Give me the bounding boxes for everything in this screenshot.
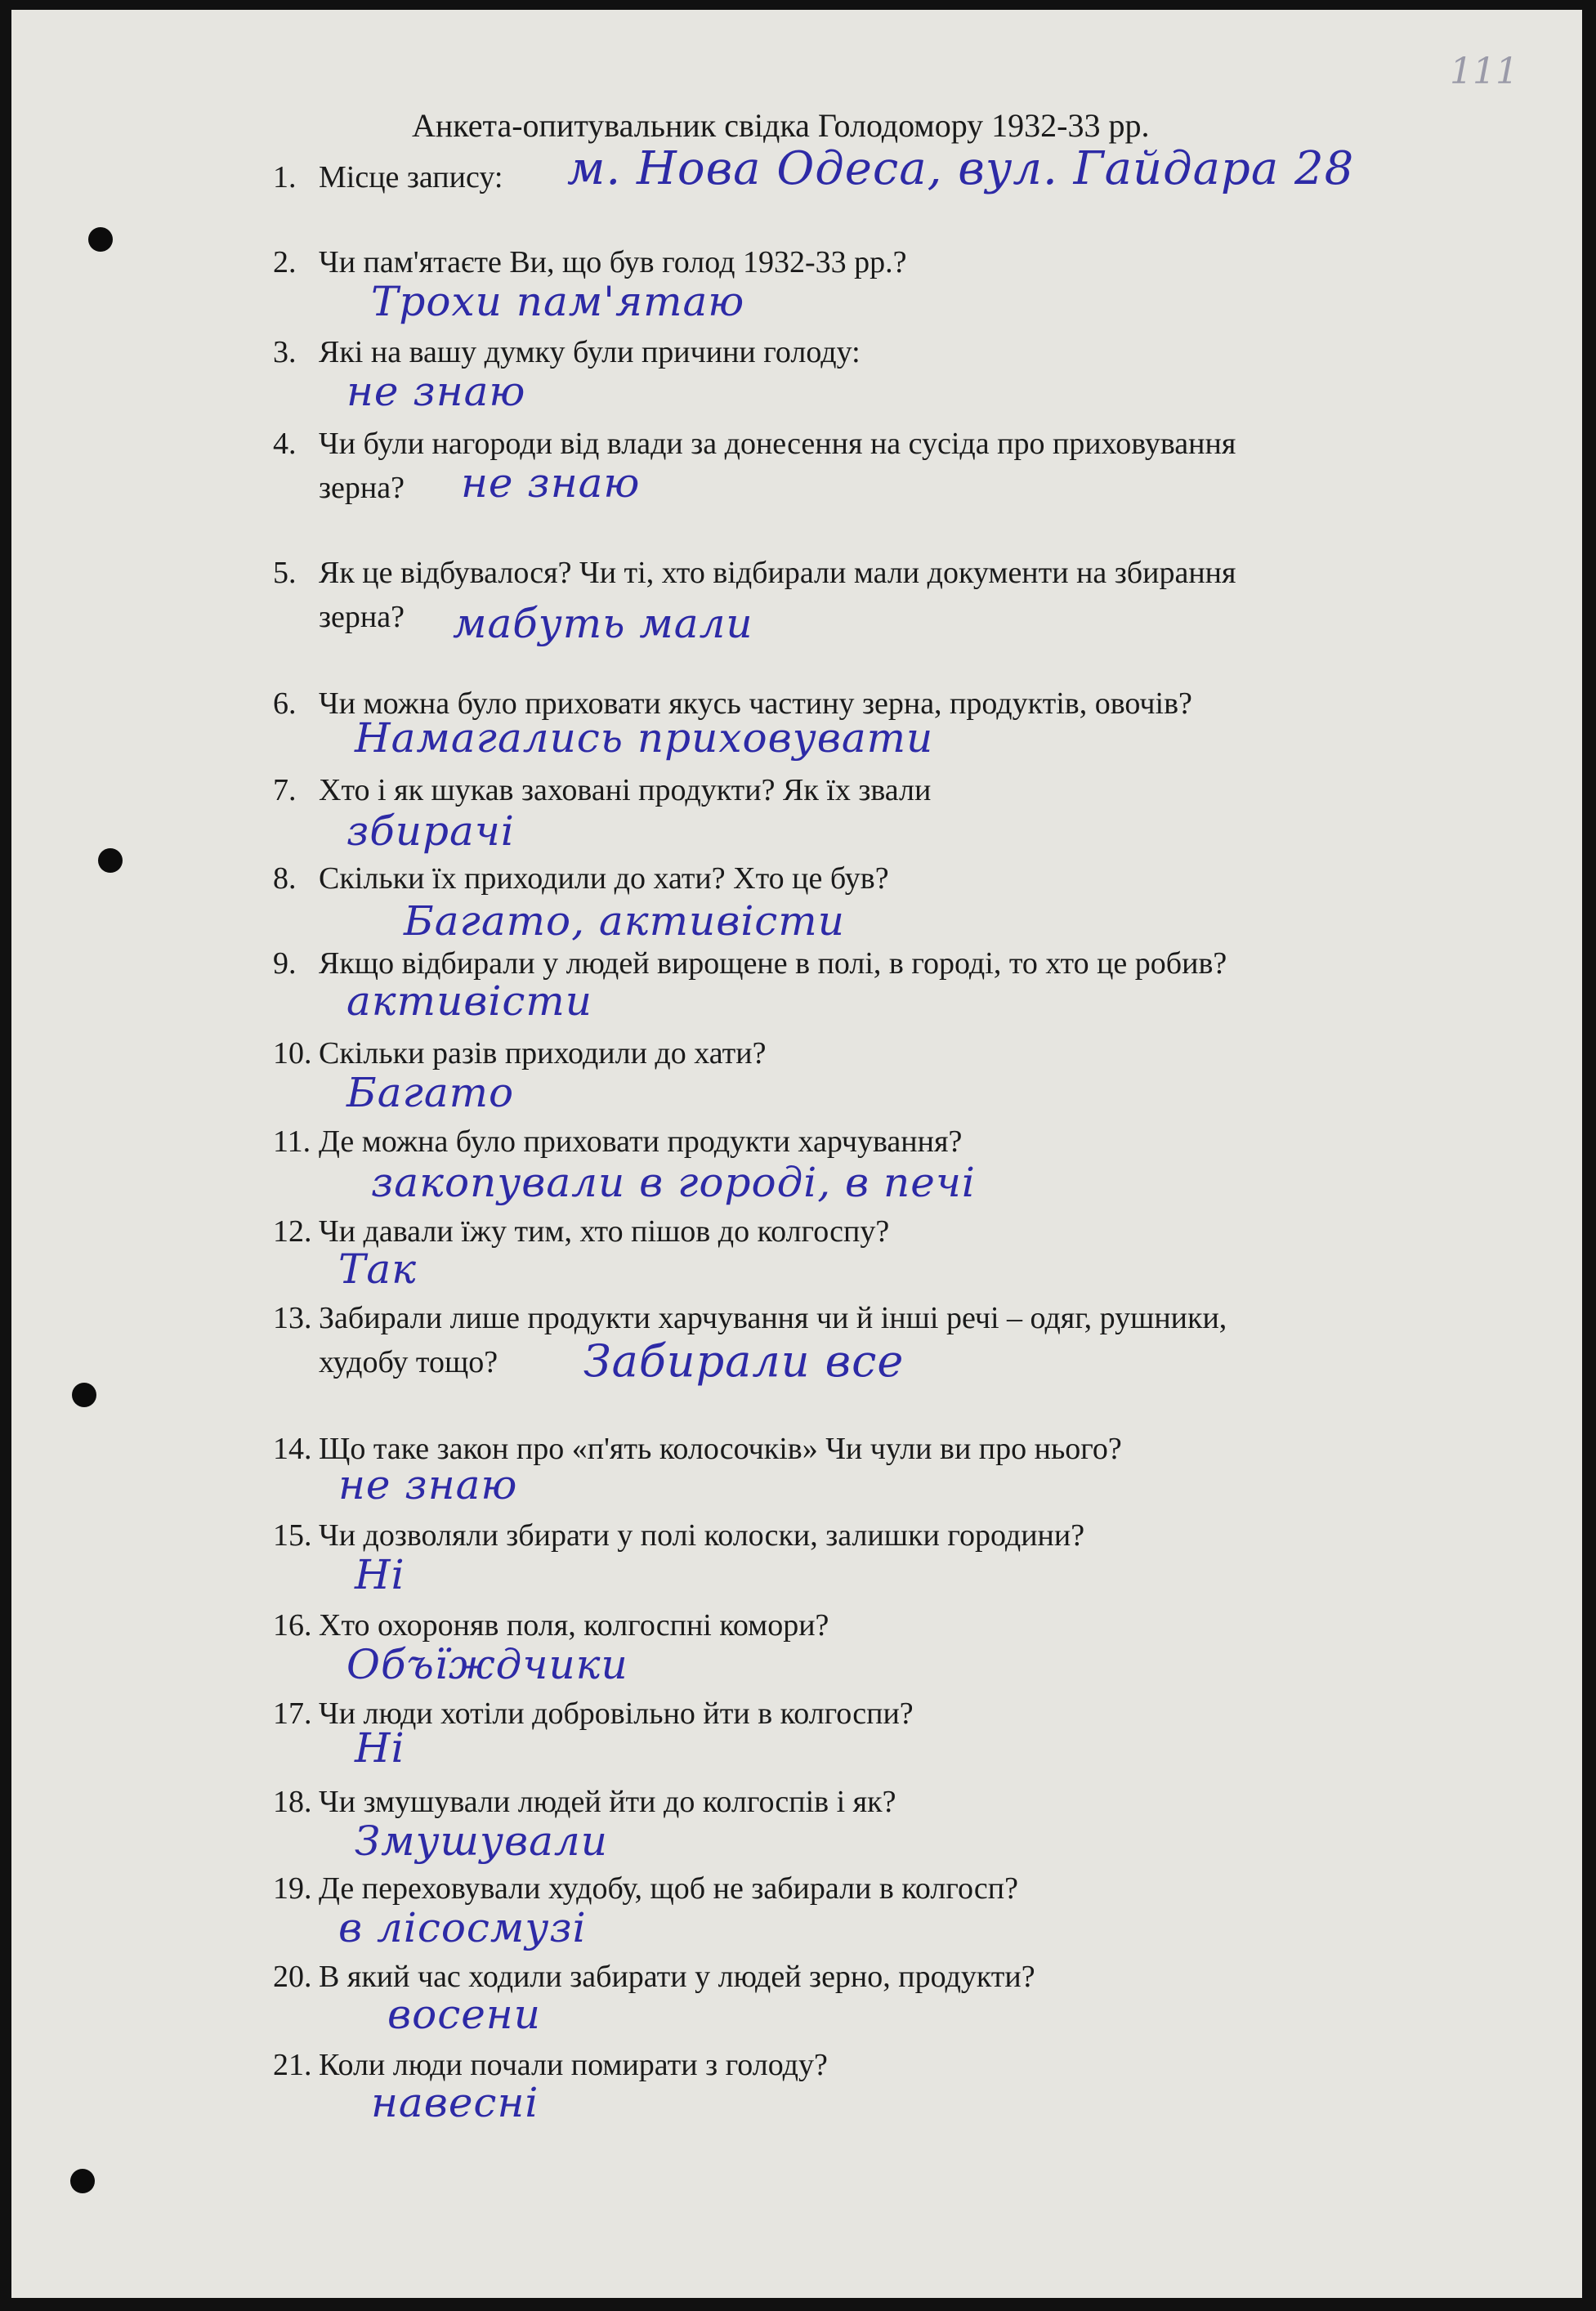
answer-13: Забирали все bbox=[583, 1335, 905, 1387]
question-3: 3. Які на вашу думку були причини голоду: bbox=[273, 335, 861, 369]
question-12: 12. Чи давали їжу тим, хто пішов до колгоспу? bbox=[273, 1214, 890, 1249]
answer-9: активісти bbox=[346, 977, 592, 1025]
answer-1: м. Нова Одеса, вул. Гайдара 28 bbox=[567, 142, 1355, 195]
punch-hole bbox=[70, 2169, 95, 2193]
question-1: 1. Місце запису: bbox=[273, 160, 503, 194]
question-7: 7. Хто і як шукав заховані продукти? Як їх звали bbox=[273, 773, 932, 807]
question-20: 20. В який час ходили забирати у людей зерно, продукти? bbox=[273, 1960, 1035, 1994]
question-21: 21. Коли люди почали помирати з голоду? bbox=[273, 2048, 828, 2082]
answer-11: закопували в городі, в печі bbox=[371, 1159, 976, 1206]
answer-20: восени bbox=[387, 1991, 541, 2038]
answer-5: мабуть мали bbox=[453, 600, 753, 647]
question-19: 19. Де переховували худобу, щоб не забирали в колгосп? bbox=[273, 1871, 1018, 1906]
answer-4: не знаю bbox=[461, 459, 641, 507]
question-13: 13. Забирали лише продукти харчування чи й інші речі – одяг, рушники, худобу тощо? bbox=[273, 1301, 1227, 1379]
question-10: 10. Скільки разів приходили до хати? bbox=[273, 1036, 767, 1071]
answer-3: не знаю bbox=[346, 368, 526, 415]
question-9: 9. Якщо відбирали у людей вирощене в полі, в городі, то хто це робив? bbox=[273, 946, 1227, 981]
answer-2: Трохи пам'ятаю bbox=[371, 278, 745, 325]
answer-18: Змушували bbox=[355, 1817, 608, 1865]
question-8: 8. Скільки їх приходили до хати? Хто це був? bbox=[273, 861, 889, 896]
document-title: Анкета-опитувальник свідка Голодомору 1932-33 рр. bbox=[412, 107, 1150, 144]
punch-hole bbox=[72, 1383, 96, 1407]
question-4: 4. Чи були нагороди від влади за донесення на сусіда про приховування зерна? bbox=[273, 427, 1236, 505]
answer-15: Ні bbox=[355, 1551, 405, 1598]
punch-hole bbox=[88, 227, 113, 252]
punch-hole bbox=[98, 848, 123, 873]
question-6: 6. Чи можна було приховати якусь частину зерна, продуктів, овочів? bbox=[273, 686, 1192, 721]
answer-17: Ні bbox=[355, 1724, 405, 1772]
question-14: 14. Що таке закон про «п'ять колосочків» Чи чули ви про нього? bbox=[273, 1432, 1122, 1466]
question-15: 15. Чи дозволяли збирати у полі колоски, залишки городини? bbox=[273, 1518, 1085, 1553]
answer-6: Намагались приховувати bbox=[355, 714, 934, 762]
answer-7: збирачі bbox=[346, 807, 515, 855]
question-16: 16. Хто охороняв поля, колгоспні комори? bbox=[273, 1608, 829, 1643]
question-11: 11. Де можна було приховати продукти харчування? bbox=[273, 1124, 963, 1159]
question-18: 18. Чи змушували людей йти до колгоспів і як? bbox=[273, 1785, 896, 1819]
answer-8: Багато, активісти bbox=[404, 897, 845, 945]
answer-10: Багато bbox=[346, 1069, 515, 1116]
answer-16: Объїждчики bbox=[346, 1641, 628, 1688]
answer-12: Так bbox=[338, 1245, 418, 1293]
document-page bbox=[11, 10, 1582, 2298]
question-2: 2. Чи пам'ятаєте Ви, що був голод 1932-33 рр.? bbox=[273, 245, 907, 279]
page-number: 111 bbox=[1450, 51, 1518, 92]
question-17: 17. Чи люди хотіли добровільно йти в колгоспи? bbox=[273, 1696, 914, 1731]
answer-21: навесні bbox=[371, 2079, 539, 2126]
answer-19: в лісосмузі bbox=[338, 1904, 587, 1951]
question-5: 5. Як це відбувалося? Чи ті, хто відбирали мали документи на збирання зерна? bbox=[273, 556, 1236, 634]
answer-14: не знаю bbox=[338, 1461, 518, 1509]
